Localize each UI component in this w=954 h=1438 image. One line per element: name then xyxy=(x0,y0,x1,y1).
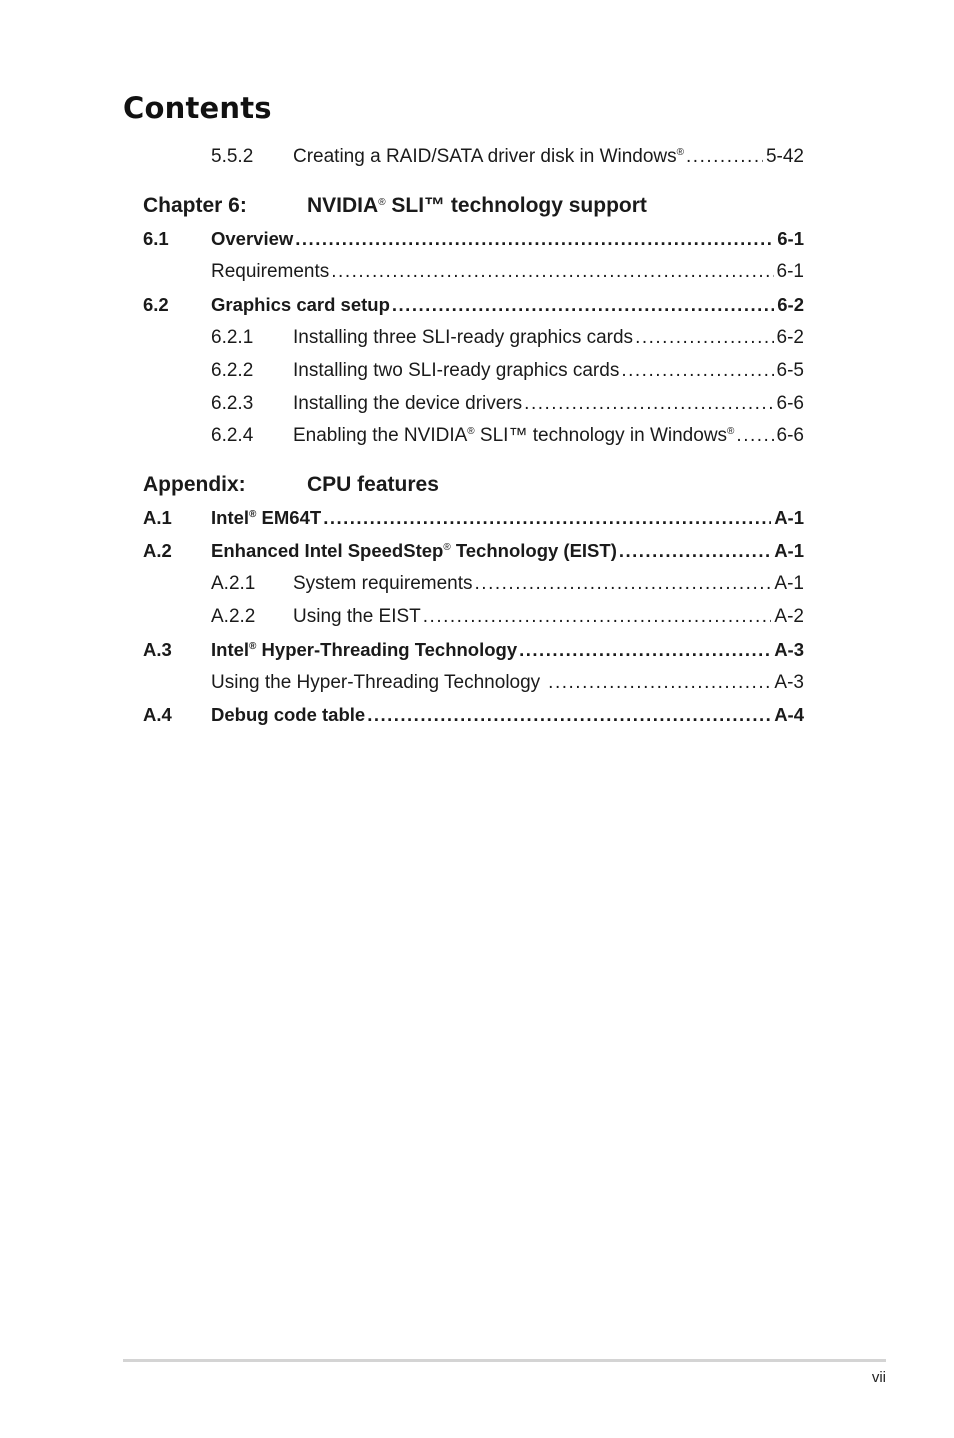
toc-entry-requirements[interactable] xyxy=(143,260,804,284)
entry-title: Intel® Hyper-Threading Technology xyxy=(211,639,518,660)
entry-page: A-3 xyxy=(774,639,804,660)
entry-title: Requirements xyxy=(211,261,330,282)
entry-number: A.1 xyxy=(143,507,172,528)
entry-number: A.3 xyxy=(143,639,172,660)
dot-leader xyxy=(367,703,771,727)
entry-number: 6.2.4 xyxy=(211,425,254,446)
toc-entry-a-2-1[interactable] xyxy=(143,572,804,596)
entry-title: Installing the device drivers xyxy=(293,393,523,414)
entry-page: A-1 xyxy=(774,507,804,528)
dot-leader xyxy=(392,293,774,317)
entry-title: Installing two SLI-ready graphics cards xyxy=(293,360,620,381)
dot-leader xyxy=(635,326,773,350)
dot-leader xyxy=(736,424,773,448)
registered-mark: ® xyxy=(378,197,386,208)
entry-title: Enabling the NVIDIA® SLI™ technology in Windows® xyxy=(293,425,735,446)
dot-leader xyxy=(323,506,771,530)
toc-entry-6-2-1[interactable] xyxy=(143,326,804,350)
entry-page: A-2 xyxy=(774,606,804,627)
page-number: vii xyxy=(871,1369,886,1386)
entry-title: Graphics card setup xyxy=(211,294,390,315)
entry-number: 5.5.2 xyxy=(211,146,254,167)
dot-leader xyxy=(621,359,773,383)
entry-number: 6.2.2 xyxy=(211,360,254,381)
toc-entry-5-5-2[interactable] xyxy=(143,145,804,169)
toc-entry-a-2[interactable] xyxy=(143,539,804,563)
toc-entry-a-1[interactable] xyxy=(143,506,804,530)
appendix-title: CPU features xyxy=(307,473,439,496)
dot-leader xyxy=(295,227,774,251)
toc-entry-6-2[interactable] xyxy=(143,293,804,317)
toc-entry-6-2-3[interactable] xyxy=(143,392,804,416)
chapter-label: Chapter 6: xyxy=(143,194,247,217)
entry-page: 6-6 xyxy=(776,393,804,414)
entry-page: A-1 xyxy=(774,573,804,594)
entry-number: 6.2.1 xyxy=(211,327,254,348)
dot-leader xyxy=(331,260,773,284)
dot-leader xyxy=(619,539,771,563)
chapter-title: NVIDIA® SLI™ technology support xyxy=(307,194,647,217)
entry-title: Creating a RAID/SATA driver disk in Windows® xyxy=(293,146,685,167)
entry-title: Using the EIST xyxy=(293,606,421,627)
dot-leader xyxy=(519,638,771,662)
entry-number: A.2 xyxy=(143,540,172,561)
registered-mark: ® xyxy=(467,426,475,437)
registered-mark: ® xyxy=(249,509,257,520)
entry-page: 6-6 xyxy=(776,425,804,446)
dot-leader xyxy=(475,572,772,596)
dot-leader xyxy=(686,145,763,169)
entry-title: Installing three SLI-ready graphics cards xyxy=(293,327,634,348)
appendix-label: Appendix: xyxy=(143,473,246,496)
footer-divider xyxy=(123,1359,886,1362)
toc-entry-a-2-2[interactable] xyxy=(143,605,804,629)
entry-number: A.4 xyxy=(143,704,172,725)
entry-title: Using the Hyper-Threading Technology xyxy=(211,672,541,693)
registered-mark: ® xyxy=(727,426,735,437)
entry-title: Debug code table xyxy=(211,704,366,725)
toc-entry-6-2-4[interactable] xyxy=(143,424,804,448)
entry-number: A.2.2 xyxy=(211,606,256,627)
registered-mark: ® xyxy=(249,641,257,652)
entry-page: 6-5 xyxy=(776,360,804,381)
entry-page: 6-2 xyxy=(777,294,804,315)
appendix-heading[interactable] xyxy=(143,471,439,499)
registered-mark: ® xyxy=(443,542,451,553)
dot-leader xyxy=(524,392,773,416)
entry-number: 6.1 xyxy=(143,228,169,249)
entry-page: A-1 xyxy=(774,540,804,561)
entry-title: System requirements xyxy=(293,573,473,594)
toc-entry-using-hyper-threading[interactable] xyxy=(143,671,804,695)
dot-leader xyxy=(548,671,771,695)
entry-title: Enhanced Intel SpeedStep® Technology (EIST) xyxy=(211,540,617,561)
entry-page: 6-2 xyxy=(776,327,804,348)
toc-entry-6-2-2[interactable] xyxy=(143,359,804,383)
entry-number: A.2.1 xyxy=(211,573,256,594)
entry-page: 6-1 xyxy=(777,228,804,249)
page-title: Contents xyxy=(123,91,272,125)
entry-page: A-4 xyxy=(774,704,804,725)
entry-page: 6-1 xyxy=(776,261,804,282)
toc-entry-a-4[interactable] xyxy=(143,703,804,727)
toc-entry-6-1[interactable] xyxy=(143,227,804,251)
entry-number: 6.2.3 xyxy=(211,393,254,414)
chapter-6-heading[interactable] xyxy=(143,192,647,220)
entry-number: 6.2 xyxy=(143,294,169,315)
entry-page: 5-42 xyxy=(765,146,804,167)
entry-title: Intel® EM64T xyxy=(211,507,322,528)
entry-page: A-3 xyxy=(774,672,804,693)
toc-entry-a-3[interactable] xyxy=(143,638,804,662)
entry-title: Overview xyxy=(211,228,294,249)
registered-mark: ® xyxy=(676,147,685,158)
dot-leader xyxy=(423,605,772,629)
